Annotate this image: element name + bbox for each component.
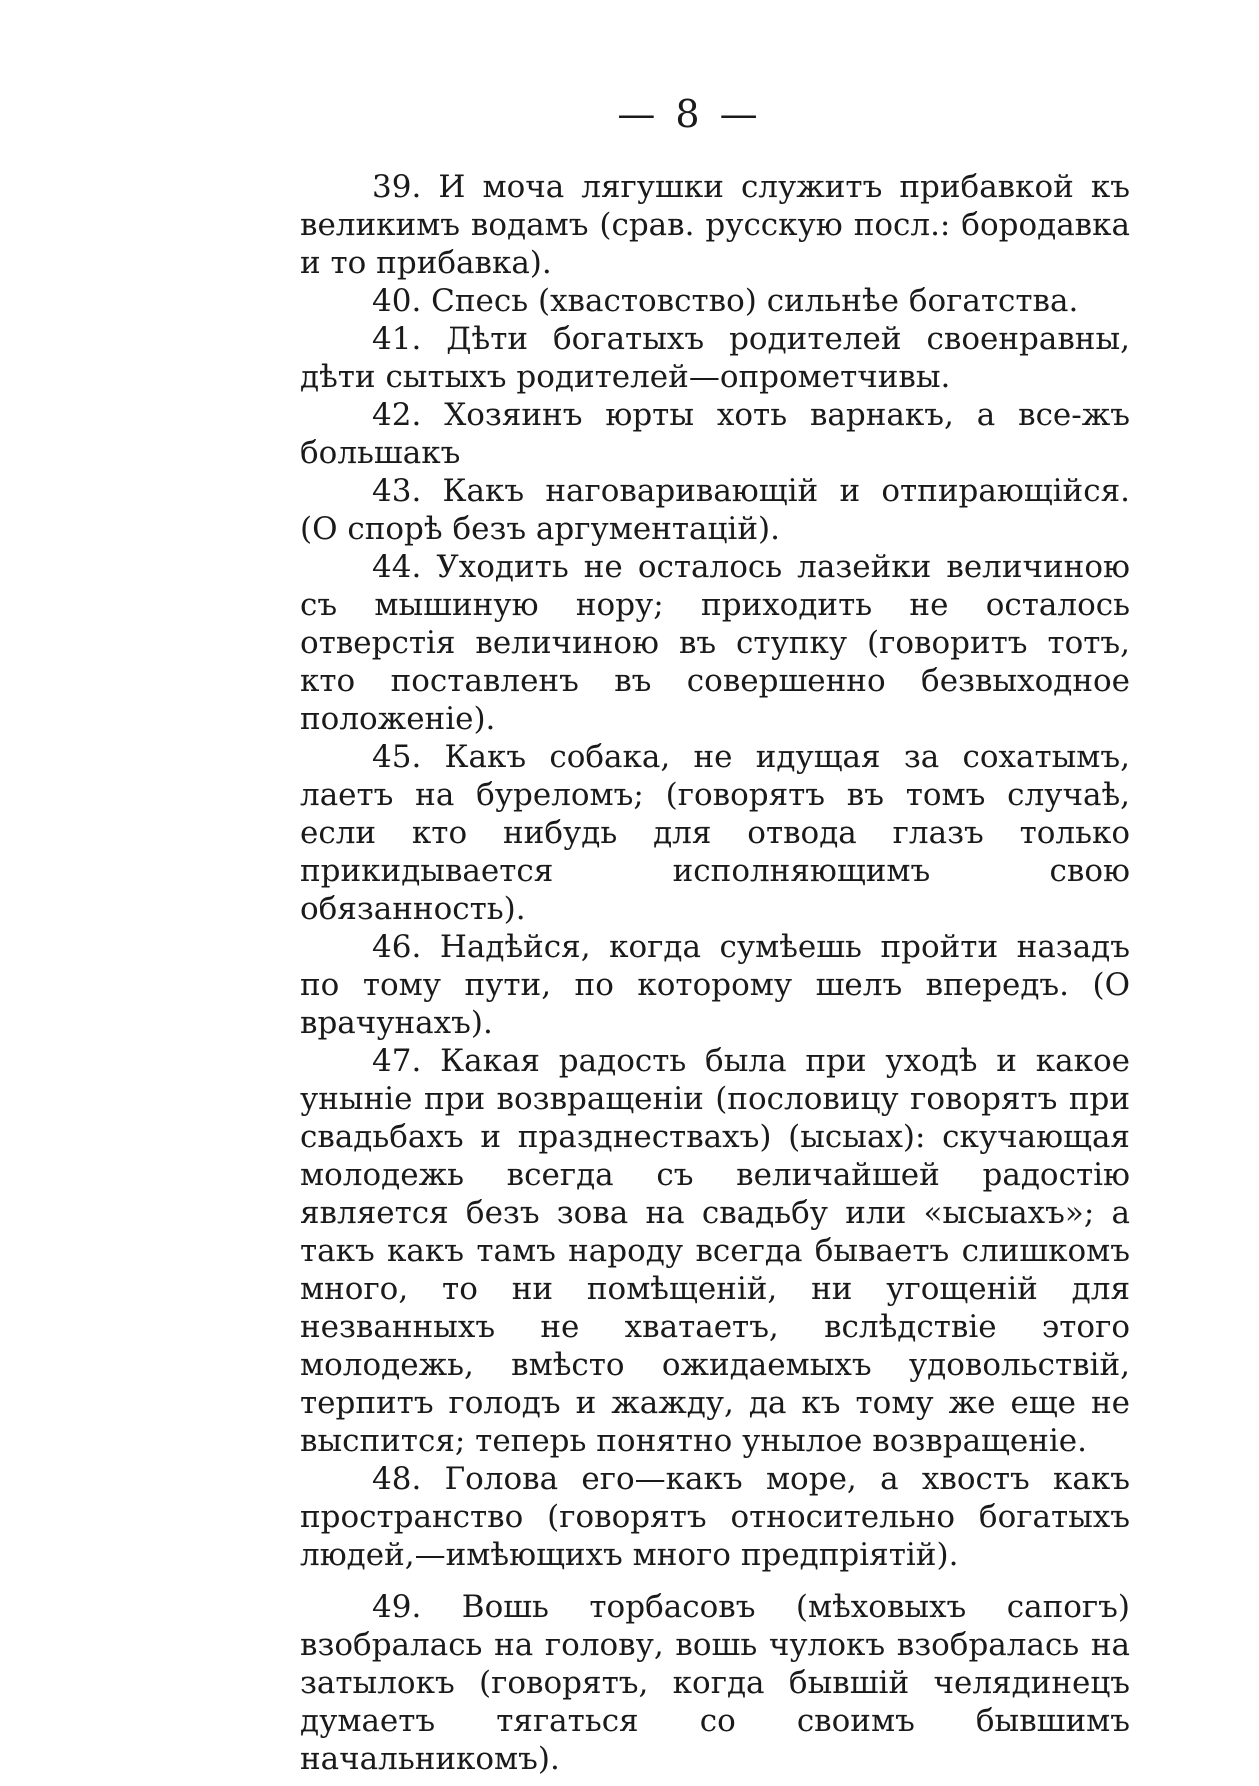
proverb-44: 44. Уходить не осталось лазейки величиною съ мышиную нору; приходить не осталось отверстія величиною въ ступку (говоритъ тотъ, кто поставленъ въ совершенно безвыходное положеніе).	[300, 549, 1130, 737]
proverb-42: 42. Хозяинъ юрты хоть варнакъ, а все-жъ большакъ	[300, 397, 1130, 471]
proverb-48: 48. Голова его—какъ море, а хвостъ какъ пространство (говорятъ относительно богатыхъ людей,—имѣющихъ много предпріятій).	[300, 1461, 1130, 1573]
proverb-47: 47. Какая радость была при уходѣ и какое уныніе при возвращеніи (пословицу говорятъ при свадьбахъ и празднествахъ) (ысыах): скучающая молодежь всегда съ величайшей радостію является безъ зова на свадьбу или «ысыахъ»; а такъ какъ тамъ народу всегда бываетъ слишкомъ много, то ни помѣщеній, ни угощеній для незванныхъ не хватаетъ, вслѣдствіе этого молодежь, вмѣсто ожидаемыхъ удовольствій, терпитъ голодъ и жажду, да къ тому же еще не выспится; теперь понятно унылое возвращеніе.	[300, 1043, 1130, 1459]
proverb-43: 43. Какъ наговаривающій и отпирающійся. (О спорѣ безъ аргументацій).	[300, 473, 1130, 547]
proverbs-list	[300, 168, 1130, 1778]
proverb-45: 45. Какъ собака, не идущая за сохатымъ, лаетъ на буреломъ; (говорятъ въ томъ случаѣ, если кто нибудь для отвода глазъ только прикидывается исполняющимъ свою обязанность).	[300, 739, 1130, 927]
proverb-39: 39. И моча лягушки служитъ прибавкой къ великимъ водамъ (срав. русскую посл.: бородавка и то прибавка).	[300, 169, 1130, 281]
proverb-41: 41. Дѣти богатыхъ родителей своенравны, дѣти сытыхъ родителей—опрометчивы.	[300, 321, 1130, 395]
proverb-46: 46. Надѣйся, когда сумѣешь пройти назадъ по тому пути, по которому шелъ впередъ. (О врачунахъ).	[300, 929, 1130, 1041]
page-number: — 8 —	[617, 92, 762, 136]
proverb-49: 49. Вошь торбасовъ (мѣховыхъ сапогъ) взобралась на голову, вошь чулокъ взобралась на затылокъ (говорятъ, когда бывшій челядинецъ думаетъ тягаться со своимъ бывшимъ начальникомъ).	[300, 1589, 1130, 1777]
proverb-40: 40. Спесь (хвастовство) сильнѣе богатства.	[372, 283, 1079, 319]
